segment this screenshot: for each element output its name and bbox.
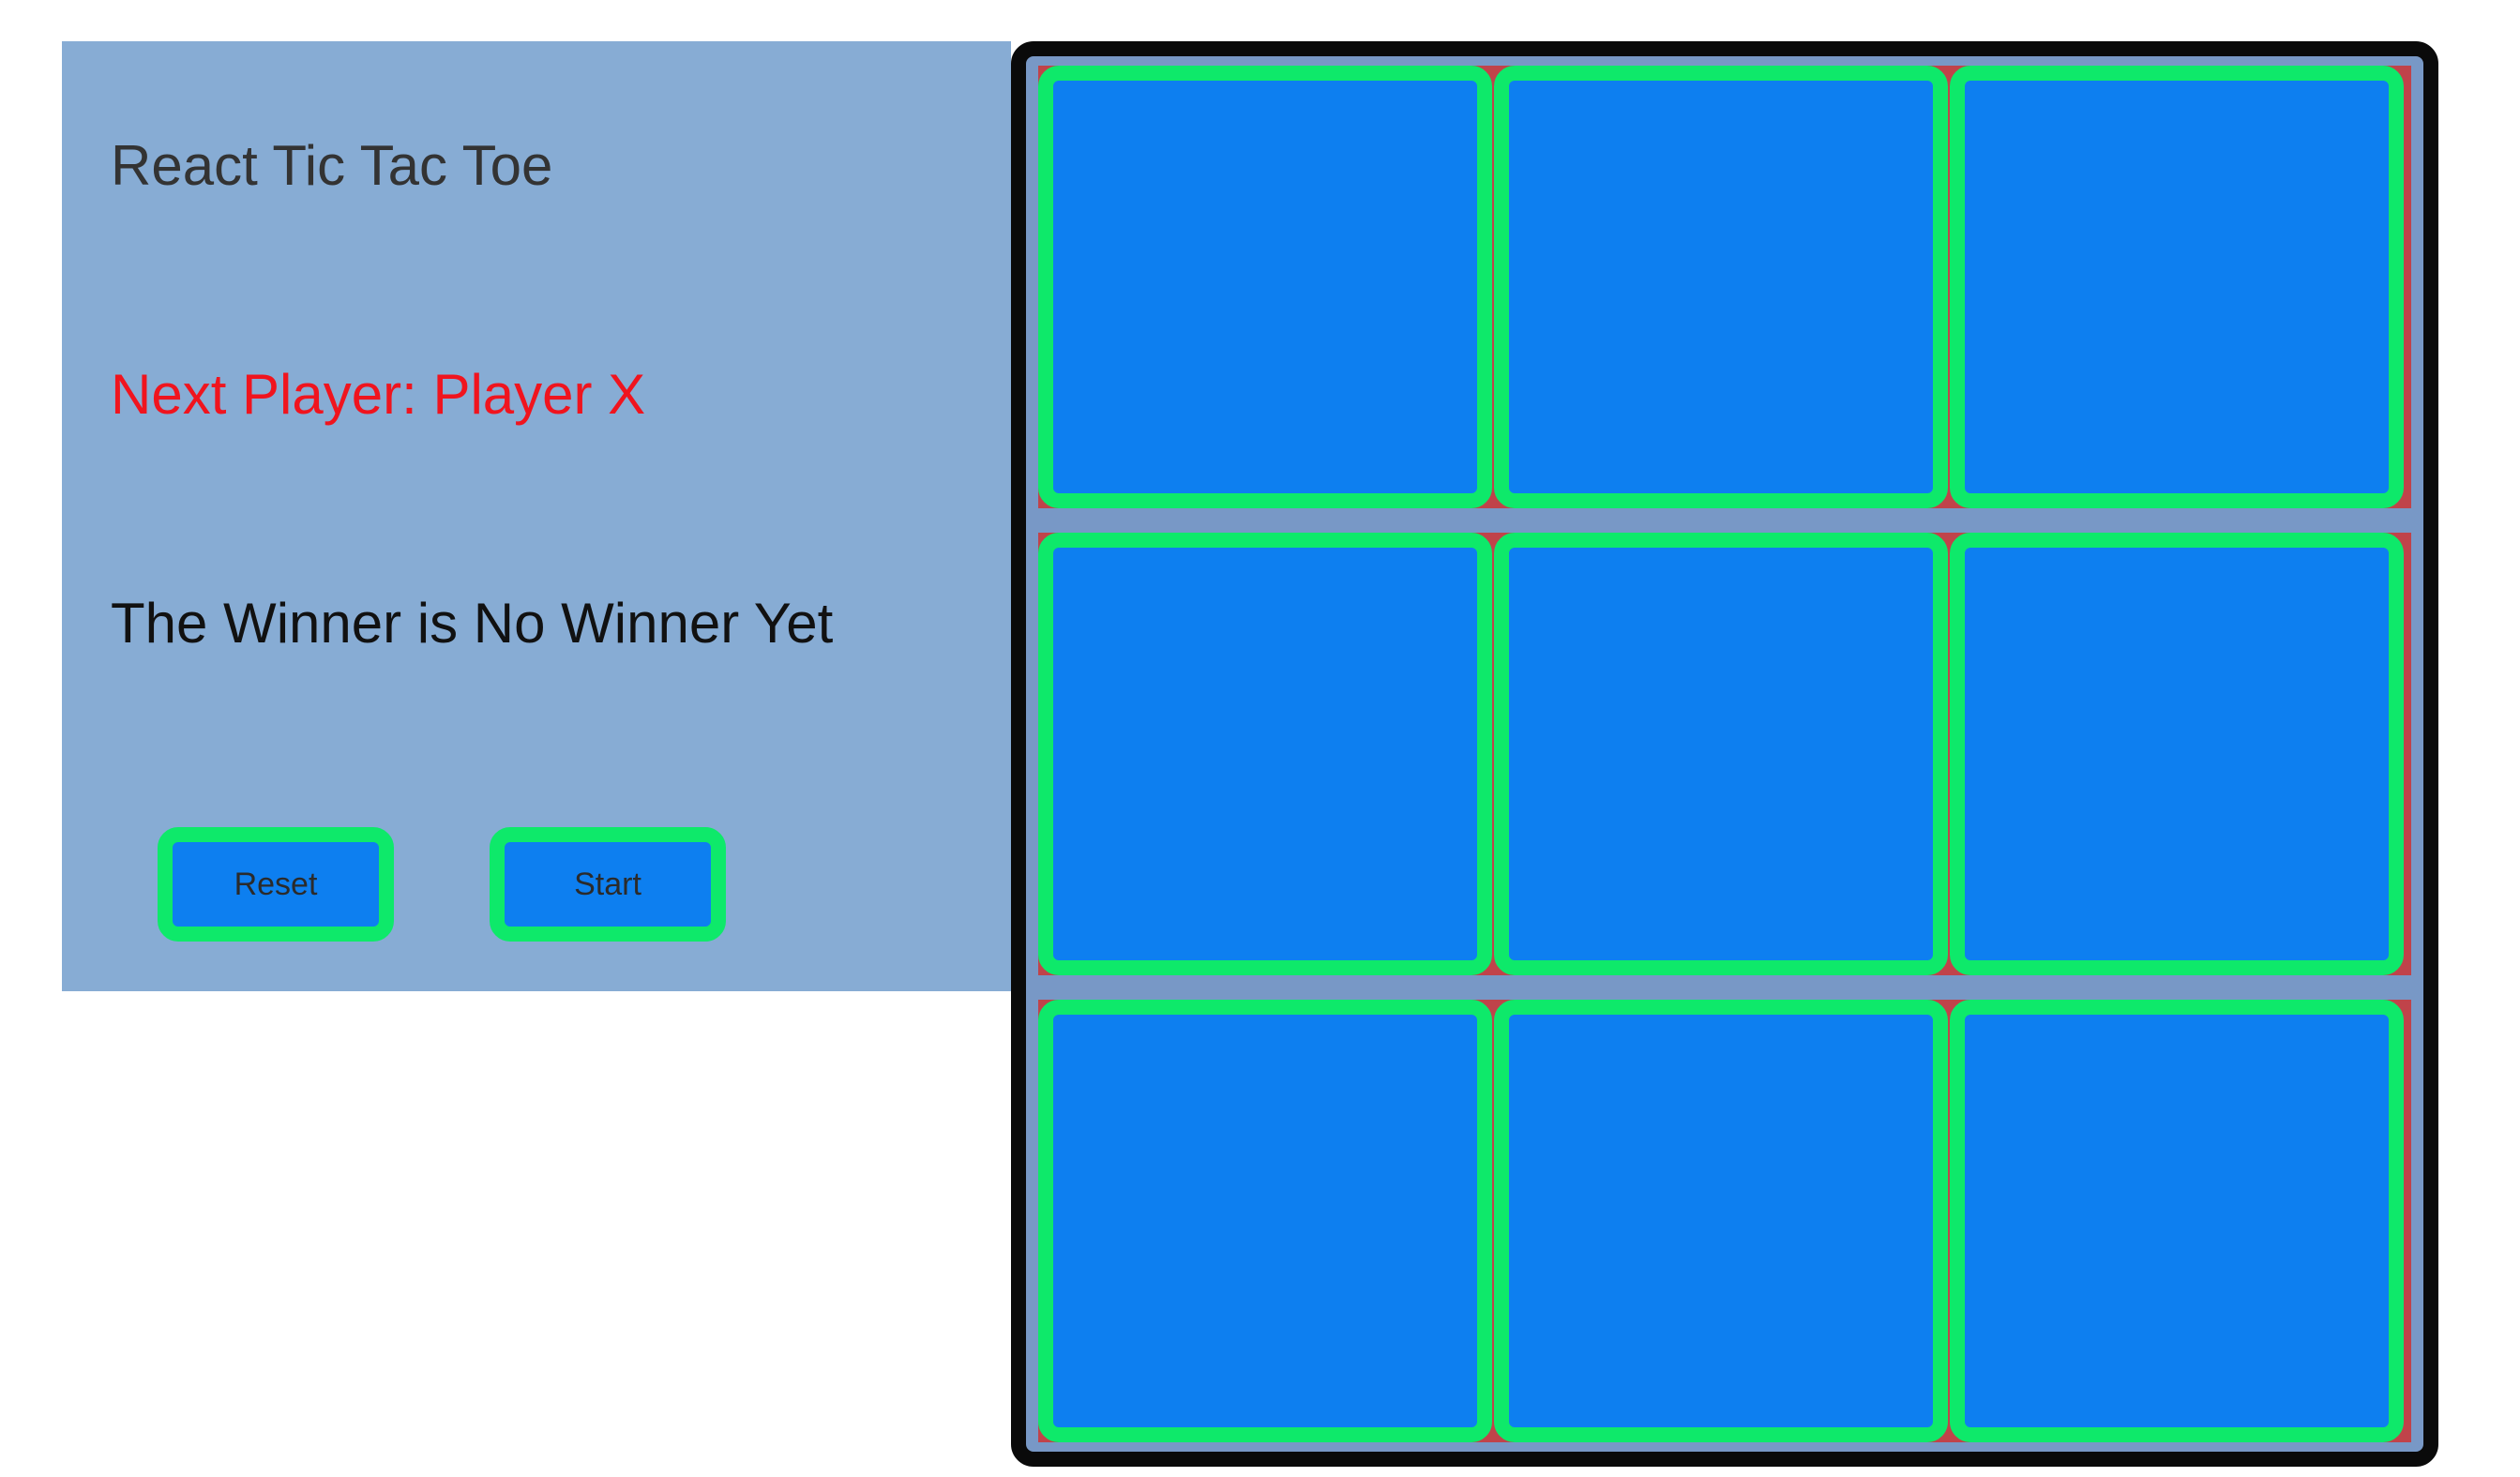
start-button[interactable]: Start xyxy=(490,827,726,942)
next-player-status: Next Player: Player X xyxy=(111,363,646,426)
game-board xyxy=(1011,41,2438,1467)
reset-button[interactable]: Reset xyxy=(158,827,394,942)
game-info-panel xyxy=(62,41,1011,991)
square-3-2[interactable] xyxy=(1494,1000,1948,1442)
square-1-3[interactable] xyxy=(1950,66,2404,508)
square-1-1[interactable] xyxy=(1038,66,1492,508)
square-2-2[interactable] xyxy=(1494,533,1948,975)
square-3-3[interactable] xyxy=(1950,1000,2404,1442)
board-row-2 xyxy=(1038,533,2411,975)
app-title: React Tic Tac Toe xyxy=(111,134,553,197)
board-row-1 xyxy=(1038,66,2411,508)
board-row-3 xyxy=(1038,1000,2411,1442)
square-2-1[interactable] xyxy=(1038,533,1492,975)
square-2-3[interactable] xyxy=(1950,533,2404,975)
square-3-1[interactable] xyxy=(1038,1000,1492,1442)
winner-status: The Winner is No Winner Yet xyxy=(111,592,834,655)
square-1-2[interactable] xyxy=(1494,66,1948,508)
